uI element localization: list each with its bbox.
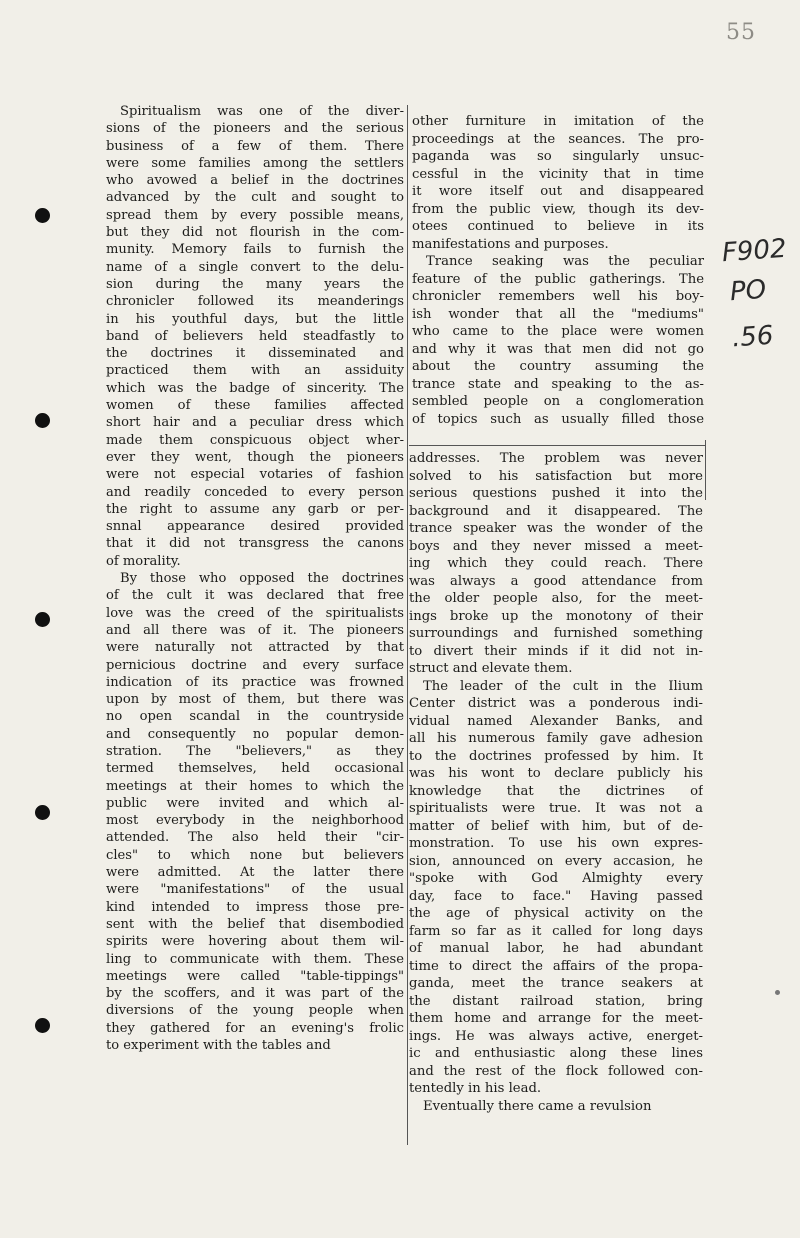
text-line: ic and enthusiastic along these lines bbox=[409, 1046, 703, 1061]
annotation-po: PO bbox=[728, 274, 768, 308]
speck bbox=[775, 990, 780, 995]
text-line: spread them by every possible means, bbox=[106, 207, 404, 223]
text-line: surroundings and furnished something bbox=[409, 626, 703, 641]
text-line: were some families among the settlers bbox=[106, 155, 404, 171]
annotation-56: .56 bbox=[731, 320, 775, 354]
text-line: and consequently no popular demon- bbox=[106, 726, 404, 742]
text-line: The leader of the cult in the Ilium bbox=[423, 678, 703, 694]
text-line: otees continued to believe in its bbox=[412, 219, 704, 234]
text-line: cles" to which none but believers bbox=[106, 847, 404, 863]
annotation-f902: F902 bbox=[721, 233, 788, 269]
clipping-border bbox=[705, 440, 706, 500]
text-line: to divert their minds if it did not in- bbox=[409, 643, 703, 659]
text-line: Center district was a ponderous indi- bbox=[409, 696, 703, 711]
text-line: were naturally not attracted by that bbox=[106, 640, 404, 656]
text-line: of manual labor, he had abundant bbox=[409, 941, 703, 956]
text-line: who avowed a belief in the doctrines bbox=[106, 173, 404, 189]
text-line: termed themselves, held occasional bbox=[106, 761, 404, 777]
page-number: 55 bbox=[726, 20, 756, 45]
text-line: and all there was of it. The pioneers bbox=[106, 622, 404, 638]
binder-hole bbox=[35, 805, 50, 820]
text-line: stration. The "believers," as they bbox=[106, 743, 404, 759]
text-line: by the scoffers, and it was part of the bbox=[106, 986, 404, 1002]
text-line: trance speaker was the wonder of the bbox=[409, 521, 703, 536]
text-line: Eventually there came a revulsion bbox=[423, 1098, 652, 1114]
text-line: about the country assuming the bbox=[412, 359, 704, 374]
text-line: short hair and a peculiar dress which bbox=[106, 415, 404, 431]
text-line: munity. Memory fails to furnish the bbox=[106, 242, 404, 258]
text-line: manifestations and purposes. bbox=[412, 236, 609, 252]
article-column-left bbox=[106, 103, 404, 1054]
text-line: ling to communicate with them. These bbox=[106, 951, 404, 967]
text-line: addresses. The problem was never bbox=[409, 451, 703, 466]
text-line: "spoke with God Almighty every bbox=[409, 871, 703, 886]
text-line: time to direct the affairs of the propa- bbox=[409, 958, 703, 974]
text-line: proceedings at the seances. The pro- bbox=[412, 131, 704, 147]
text-line: and readily conceded to every person bbox=[106, 484, 404, 500]
text-line: were "manifestations" of the usual bbox=[106, 882, 404, 898]
text-line: Spiritualism was one of the diver- bbox=[120, 104, 404, 119]
text-line: vidual named Alexander Banks, and bbox=[409, 713, 703, 729]
text-line: meetings at their homes to which the bbox=[106, 778, 404, 794]
text-line: of the cult it was declared that free bbox=[106, 588, 404, 604]
text-line: ever they went, though the pioneers bbox=[106, 449, 404, 465]
text-line: meetings were called "table-tippings" bbox=[106, 968, 404, 984]
text-line: which was the badge of sincerity. The bbox=[106, 380, 404, 396]
text-line: spirits were hovering about them wil- bbox=[106, 934, 404, 950]
text-line: ings. He was always active, energet- bbox=[409, 1028, 703, 1044]
text-line: it wore itself out and disappeared bbox=[412, 184, 704, 199]
text-line: pernicious doctrine and every surface bbox=[106, 657, 404, 673]
text-line: knowledge that the dictrines of bbox=[409, 783, 703, 799]
text-line: love was the creed of the spiritualists bbox=[106, 605, 404, 621]
text-line: but they did not flourish in the com- bbox=[106, 225, 404, 241]
text-line: they gathered for an evening's frolic bbox=[106, 1020, 404, 1036]
text-line: were not especial votaries of fashion bbox=[106, 467, 404, 483]
text-line: day, face to face." Having passed bbox=[409, 888, 703, 904]
text-line: tentedly in his lead. bbox=[409, 1081, 542, 1096]
text-line: boys and they never missed a meet- bbox=[409, 538, 703, 554]
text-line: no open scandal in the countryside bbox=[106, 709, 404, 725]
text-line: chronicler followed its meanderings bbox=[106, 294, 404, 310]
text-line: ish wonder that all the "mediums" bbox=[412, 306, 704, 322]
text-line: who came to the place were women bbox=[412, 324, 704, 339]
binder-hole bbox=[35, 1018, 50, 1033]
text-line: serious questions pushed it into the bbox=[409, 486, 703, 501]
text-line: kind intended to impress those pre- bbox=[106, 899, 404, 915]
text-line: in his youthful days, but the little bbox=[106, 311, 404, 327]
text-line: the distant railroad station, bring bbox=[409, 993, 703, 1009]
article-column-right-bottom bbox=[409, 450, 703, 1115]
text-line: upon by most of them, but there was bbox=[106, 692, 404, 708]
text-line: sion, announced on every accasion, he bbox=[409, 853, 703, 869]
text-line: ganda, meet the trance seakers at bbox=[409, 976, 703, 991]
text-line: and the rest of the flock followed con- bbox=[409, 1063, 703, 1079]
text-line: sembled people on a conglomeration bbox=[412, 394, 704, 409]
text-line: farm so far as it called for long days bbox=[409, 923, 703, 939]
text-line: of morality. bbox=[106, 553, 181, 569]
text-line: ing which they could reach. There bbox=[409, 556, 703, 571]
text-line: the older people also, for the meet- bbox=[409, 591, 703, 606]
text-line: Trance seaking was the peculiar bbox=[426, 254, 704, 269]
binder-hole bbox=[35, 413, 50, 428]
text-line: was his wont to declare publicly his bbox=[409, 766, 703, 781]
text-line: attended. The also held their "cir- bbox=[106, 830, 404, 846]
text-line: all his numerous family gave adhesion bbox=[409, 731, 703, 746]
text-line: indication of its practice was frowned bbox=[106, 674, 404, 690]
text-line: diversions of the young people when bbox=[106, 1003, 404, 1019]
text-line: the doctrines it disseminated and bbox=[106, 346, 404, 362]
text-line: By those who opposed the doctrines bbox=[120, 571, 404, 587]
text-line: were admitted. At the latter there bbox=[106, 865, 404, 881]
text-line: paganda was so singularly unsuc- bbox=[412, 149, 704, 164]
text-line: matter of belief with him, but of de- bbox=[409, 818, 703, 834]
text-line: snnal appearance desired provided bbox=[106, 519, 404, 535]
text-line: that it did not transgress the canons bbox=[106, 536, 404, 552]
text-line: the age of physical activity on the bbox=[409, 906, 703, 921]
text-line: ings broke up the monotony of their bbox=[409, 608, 703, 624]
text-line: from the public view, though its dev- bbox=[412, 201, 704, 217]
article-column-right-top bbox=[412, 113, 704, 428]
column-rule bbox=[407, 105, 408, 1145]
text-line: sent with the belief that disembodied bbox=[106, 916, 404, 932]
text-line: band of believers held steadfastly to bbox=[106, 328, 404, 344]
text-line: made them conspicuous object wher- bbox=[106, 432, 404, 448]
binder-hole bbox=[35, 612, 50, 627]
text-line: women of these families affected bbox=[106, 398, 404, 414]
text-line: sions of the pioneers and the serious bbox=[106, 121, 404, 137]
text-line: public were invited and which al- bbox=[106, 795, 404, 811]
text-line: trance state and speaking to the as- bbox=[412, 376, 704, 392]
text-line: to the doctrines professed by him. It bbox=[409, 748, 703, 764]
text-line: practiced them with an assiduity bbox=[106, 363, 404, 379]
text-line: solved to his satisfaction but more bbox=[409, 468, 703, 484]
text-line: sion during the many years the bbox=[106, 276, 404, 292]
text-line: other furniture in imitation of the bbox=[412, 114, 704, 129]
text-line: to experiment with the tables and bbox=[106, 1038, 331, 1054]
text-line: advanced by the cult and sought to bbox=[106, 190, 404, 206]
text-line: most everybody in the neighborhood bbox=[106, 813, 404, 829]
text-line: business of a few of them. There bbox=[106, 138, 404, 154]
text-line: and why it was that men did not go bbox=[412, 341, 704, 357]
text-line: them home and arrange for the meet- bbox=[409, 1011, 703, 1026]
text-line: the right to assume any garb or per- bbox=[106, 501, 404, 517]
text-line: struct and elevate them. bbox=[409, 661, 573, 676]
text-line: monstration. To use his own expres- bbox=[409, 836, 703, 851]
text-line: background and it disappeared. The bbox=[409, 503, 703, 519]
text-line: spiritualists were true. It was not a bbox=[409, 801, 703, 816]
text-line: name of a single convert to the delu- bbox=[106, 259, 404, 275]
text-line: was always a good attendance from bbox=[409, 573, 703, 589]
binder-hole bbox=[35, 208, 50, 223]
text-line: cessful in the vicinity that in time bbox=[412, 166, 704, 182]
text-line: feature of the public gatherings. The bbox=[412, 271, 704, 287]
text-line: of topics such as usually filled those bbox=[412, 411, 704, 427]
text-line: chronicler remembers well his boy- bbox=[412, 289, 704, 304]
clipping-border bbox=[409, 445, 705, 446]
